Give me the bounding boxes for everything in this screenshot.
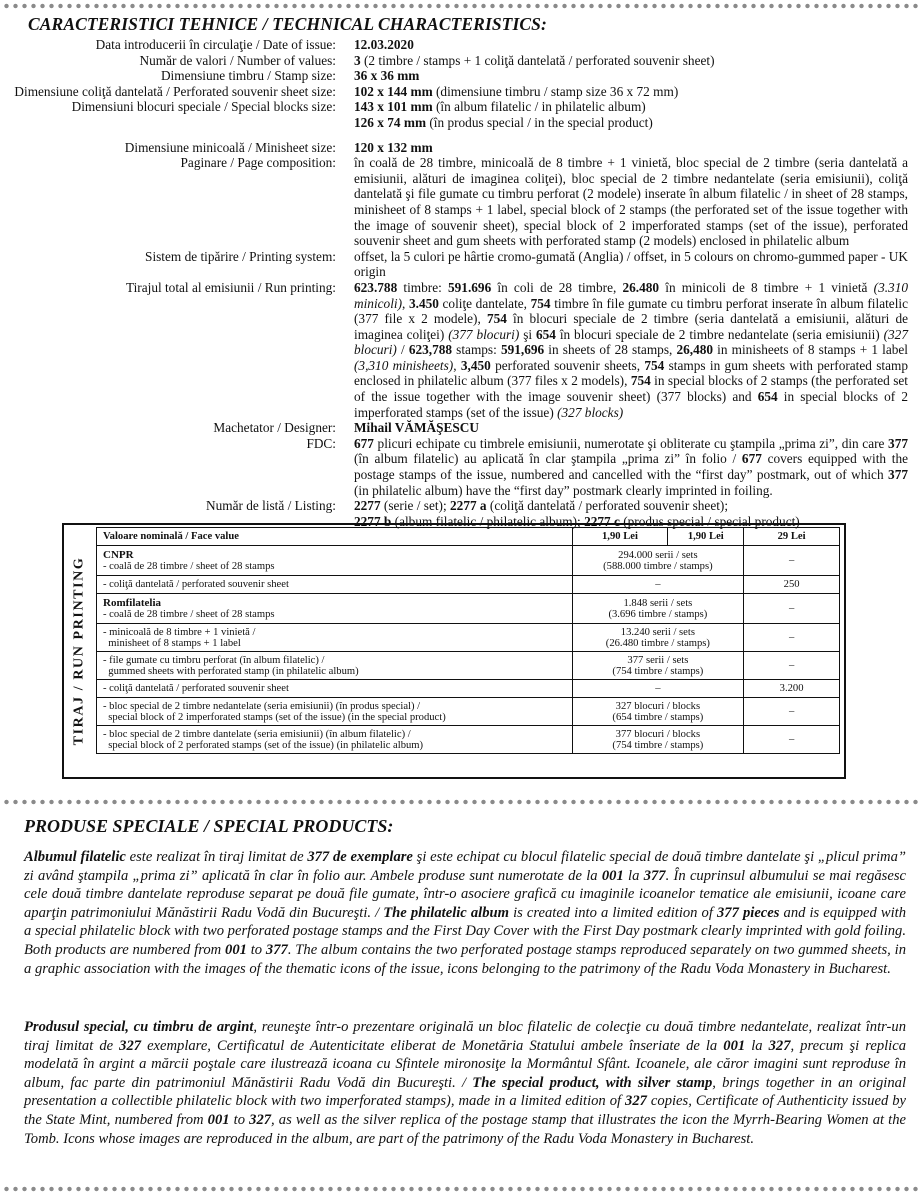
- table-header-row: [97, 528, 840, 546]
- spec-label: Număr de valori / Number of values:: [139, 52, 336, 68]
- row-value-pair: –: [572, 576, 744, 594]
- spec-fdc: [0, 436, 924, 498]
- special-products-title: PRODUSE SPECIALE / SPECIAL PRODUCTS:: [24, 816, 394, 836]
- row-value-pair: 1.848 serii / sets (3.696 timbre / stamps): [572, 594, 744, 624]
- row-description: - file gumate cu timbru perforat (în album filatelic) / gummed sheets with perforated stamp (in philatelic album): [97, 652, 573, 680]
- spec-page-composition: [0, 155, 924, 249]
- table-row: [97, 546, 840, 576]
- spec-label: Dimensiuni blocuri speciale / Special blocks size:: [71, 99, 336, 115]
- spec-value: Mihail VĂMĂŞESCU: [354, 420, 479, 436]
- special-product-paragraph: Produsul special, cu timbru de argint, reuneşte într-o prezentare originală un bloc filatelic de colecţie cu două timbre nedantelate, realizat într-un tiraj limitat de 327 exemplare, Certificatul de Autenticitate eliberat de Monetăria Statului ambele înseriate de la 001 la 327, precum şi replica modelată în argint a mărcii poştale care ilustrează icoana cu Sfintele mironosiţe la Mormântul Sfânt. Icoanele, ale căror imagini sunt reproduse în album, fac parte din patrimoniul Mănăstirii Radu Vodă din Bucureşti. / The special product, with silver stamp, brings together in an original presentation a collectible philatelic block with two imperforated stamps), made in a limited edition of 327 copies, Certificate of Authenticity issued by the State Mint, numbered from 001 to 327, as well as the silver replica of the postage stamp that illustrates the icon the Myrrh-Bearing Women at the Tomb. Icons whose images are reproduced in the album, are part of the patrimony of the Radu Voda Monastery in Bucharest.: [24, 1019, 907, 1147]
- spec-value: 623.788 timbre: 591.696 în coli de 28 timbre, 26.480 în minicoli de 8 timbre + 1 vinietă (3.310 minicoli), 3.450 coliţe dantelate, 754 timbre în file gumate cu timbru perforat inserate în album filatelic (377 file x 2 modele), 754 în blocuri speciale de 2 timbre (seria dantelată a emisiunii, alături de imaginea coliţei) (377 blocuri) şi 654 în blocuri speciale de 2 timbre nedantelate (seria emisiunii) (327 blocuri) / 623,788 stamps: 591,696 in sheets of 28 stamps, 26,480 in minisheets of 8 stamps + 1 label (3,310 minisheets), 3,450 perforated souvenir sheets, 754 stamps in gum sheets with perforated stamp enclosed in philatelic album (377 files x 2 models), 754 in special blocks of 2 stamps (the perforated set of the issue together with the image souvenir sheet) (377 blocks) and 654 in special blocks of 2 imperforated stamps (set of the issue) (327 blocks): [354, 279, 908, 420]
- spec-label: Dimensiune coliţă dantelată / Perforated souvenir sheet size:: [14, 83, 336, 99]
- spec-value: 12.03.2020: [354, 37, 414, 52]
- spec-souvenir-sheet-size: [0, 84, 924, 100]
- bottom-dotted-border: [2, 1186, 922, 1192]
- row-value-single: –: [744, 698, 840, 726]
- spec-value: 143 x 101 mm (în album filatelic / in philatelic album) 126 x 74 mm (în produs special / in the special product): [354, 99, 653, 130]
- spec-label: Data introducerii în circulaţie / Date of issue:: [95, 37, 336, 52]
- spec-printing-system: [0, 249, 924, 280]
- technical-specs: [0, 37, 924, 529]
- spec-value: 2277 (serie / set); 2277 a (coliţă dantelată / perforated souvenir sheet); 2277 b (album filatelic / philatelic album); 2277 c (produs special / special product): [354, 498, 800, 529]
- table-row: [97, 576, 840, 594]
- spec-number-of-values: [0, 53, 924, 69]
- spec-label: Machetator / Designer:: [213, 420, 336, 436]
- spec-special-blocks-size: [0, 99, 924, 130]
- spec-value: în coală de 28 timbre, minicoală de 8 timbre + 1 vinietă, bloc special de 2 timbre (seria dantelată a emisiunii, alături de imaginea coliţei), bloc special de 2 timbre nedantelate (seria emisiunii), coliţă dantelată şi file gumate cu timbru perforat (2 modele) inserate în album filatelic / in sheet of 28 stamps, minisheet of 8 stamps + 1 label, special block of 2 stamps (the perforated set of the issue together with the image of souvenir sheet), special block of 2 imperforated stamps (set of the issue), perforated souvenir sheet and gum sheets with perforated stamp (2 models) enclosed in philatelic album: [354, 155, 908, 249]
- row-value-single: –: [744, 652, 840, 680]
- row-description: CNPR - coală de 28 timbre / sheet of 28 stamps: [97, 546, 573, 576]
- row-category: Romfilatelia: [103, 596, 162, 609]
- header-face-value: Valoare nominală / Face value: [97, 528, 573, 546]
- row-description: Romfilatelia - coală de 28 timbre / sheet of 28 stamps: [97, 594, 573, 624]
- spec-value: 102 x 144 mm (dimensiune timbru / stamp size 36 x 72 mm): [354, 83, 679, 99]
- header-value-2: 1,90 Lei: [668, 528, 744, 546]
- spec-value: 3 (2 timbre / stamps + 1 coliţă dantelată / perforated souvenir sheet): [354, 52, 715, 68]
- table-row: [97, 594, 840, 624]
- row-value-single: 250: [744, 576, 840, 594]
- row-value-single: –: [744, 624, 840, 652]
- row-value-single: –: [744, 594, 840, 624]
- row-description: - bloc special de 2 timbre nedantelate (seria emisiunii) (în produs special) / special block of 2 imperforated stamps (set of the issue) (in the special product): [97, 698, 573, 726]
- row-category: CNPR: [103, 548, 134, 561]
- row-value-single: –: [744, 726, 840, 754]
- table-row: [97, 698, 840, 726]
- run-printing-side-label: TIRAJ / RUN PRINTING: [71, 556, 87, 746]
- philatelic-album-paragraph: Albumul filatelic este realizat în tiraj limitat de 377 de exemplare şi este echipat cu blocul filatelic special de două timbre dantelate şi „plicul prima” zi având ştampila „prima zi” aplicată în clar în folio aur. Ambele produse sunt numerotate de la 001 la 377. În cuprinsul albumului se mai regăsesc cele două timbre dantelate reproduse separat pe două file gumate, într-o asociere grafică cu imaginile icoanelor tematice ale emisiunii, icoane care aparţin patrimoniului Mănăstirii Radu Vodă din Bucureşti. / The philatelic album is created into a limited edition of 377 pieces and is equipped with a special philatelic block with two perforated postage stamps and the First Day Cover with the First Day postmark clearly imprinted with gold foiling. Both products are numbered from 001 to 377. The album contains the two perforated postage stamps reproduced separately on two gummed sheets, in a graphic association with the images of the thematic icons of the issue, icons belonging to the patrimony of the Radu Voda Monastery in Bucharest.: [24, 849, 907, 977]
- spec-label: Dimensiune minicoală / Minisheet size:: [124, 139, 336, 155]
- spec-stamp-size: [0, 68, 924, 84]
- row-description: - minicoală de 8 timbre + 1 vinietă / minisheet of 8 stamps + 1 label: [97, 624, 573, 652]
- table-row: [97, 652, 840, 680]
- spec-designer: [0, 420, 924, 436]
- technical-characteristics-title: CARACTERISTICI TEHNICE / TECHNICAL CHARACTERISTICS:: [28, 14, 547, 34]
- spec-run-printing: [0, 280, 924, 420]
- row-value-pair: 377 blocuri / blocks (754 timbre / stamps): [572, 726, 744, 754]
- row-value-pair: 294.000 serii / sets (588.000 timbre / stamps): [572, 546, 744, 576]
- row-description: - coliţă dantelată / perforated souvenir sheet: [97, 576, 573, 594]
- row-value-pair: 327 blocuri / blocks (654 timbre / stamps): [572, 698, 744, 726]
- table-row: [97, 726, 840, 754]
- spec-value: 36 x 36 mm: [354, 68, 420, 84]
- header-value-3: 29 Lei: [744, 528, 840, 546]
- row-value-pair: –: [572, 680, 744, 698]
- spec-minisheet-size: [0, 140, 924, 156]
- spec-value: 120 x 132 mm: [354, 139, 433, 155]
- spec-label: FDC:: [306, 435, 336, 451]
- spec-issue-date: [0, 37, 924, 53]
- table-row: [97, 624, 840, 652]
- spec-label: Paginare / Page composition:: [180, 155, 336, 171]
- table-row: [97, 680, 840, 698]
- spec-label: Număr de listă / Listing:: [206, 498, 336, 514]
- run-printing-table: [96, 527, 840, 754]
- spec-label: Dimensiune timbru / Stamp size:: [160, 68, 336, 84]
- top-dotted-border: [2, 3, 922, 9]
- spec-label: Sistem de tipărire / Printing system:: [145, 248, 336, 264]
- spec-value: offset, la 5 culori pe hârtie cromo-gumată (Anglia) / offset, in 5 colours on chromo-gummed paper - UK origin: [354, 248, 908, 280]
- row-value-pair: 13.240 serii / sets (26.480 timbre / stamps): [572, 624, 744, 652]
- middle-dotted-border: [2, 799, 922, 805]
- spec-value: 677 plicuri echipate cu timbrele emisiunii, numerotate şi obliterate cu ştampila „prima zi”, din care 377 (în album filatelic) au aplicată în clar ştampila „prima zi” în folio / 677 covers equipped with the postage stamps of the issue, numbered and cancelled with the “first day” postmark, out of which 377 (in philatelic album) have the “first day” postmark clearly imprinted in foiling.: [354, 435, 909, 498]
- row-description: - bloc special de 2 timbre dantelate (seria emisiunii) (în album filatelic) / special block of 2 perforated stamps (set of the issue) (in philatelic album): [97, 726, 573, 754]
- row-value-pair: 377 serii / sets (754 timbre / stamps): [572, 652, 744, 680]
- row-value-single: –: [744, 546, 840, 576]
- row-description: - coliţă dantelată / perforated souvenir sheet: [97, 680, 573, 698]
- header-value-1: 1,90 Lei: [572, 528, 668, 546]
- spec-label: Tirajul total al emisiunii / Run printing:: [125, 279, 336, 295]
- row-value-single: 3.200: [744, 680, 840, 698]
